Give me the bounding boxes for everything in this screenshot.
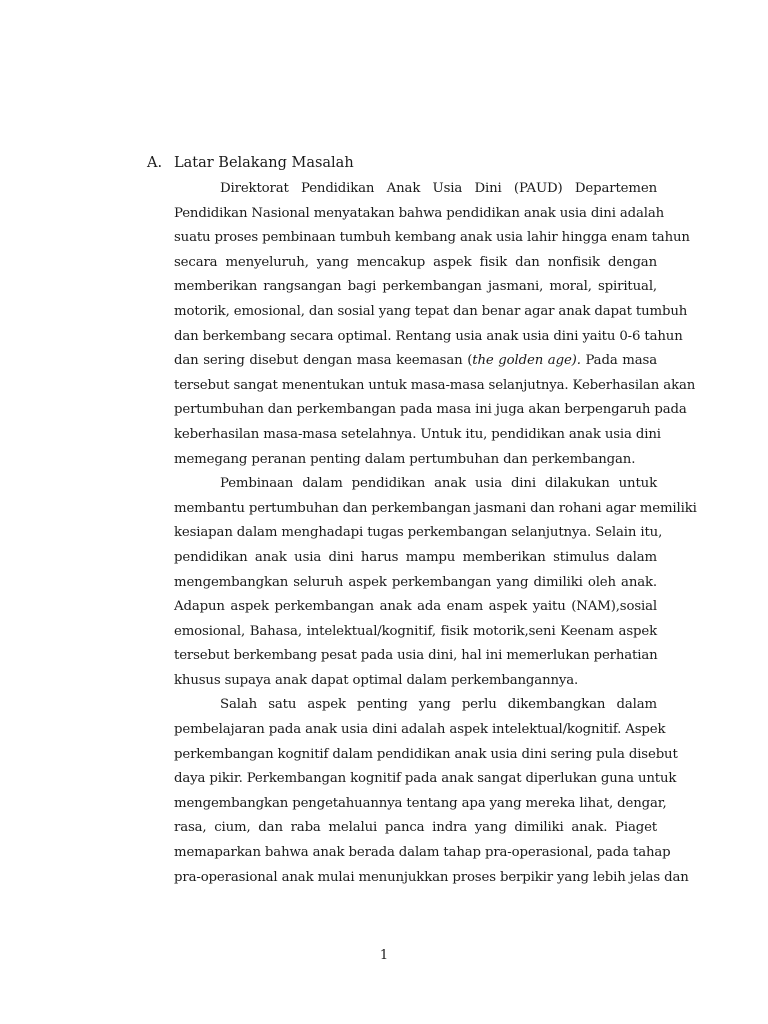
paragraph-2-line: Adapun aspek perkembangan anak ada enam aspek yaitu (NAM),sosial [174,599,657,615]
paragraph-2-line: kesiapan dalam menghadapi tugas perkembangan selanjutnya. Selain itu, [174,525,663,541]
italic-phrase: the golden age). [472,353,581,369]
paragraph-2-line: membantu pertumbuhan dan perkembangan jasmani dan rohani agar memiliki [174,500,697,516]
section-heading [147,153,354,173]
paragraph-1-line: tersebut sangat menentukan untuk masa-masa selanjutnya. Keberhasilan akan [174,377,696,393]
paragraph-1-line: Direktorat Pendidikan Anak Usia Dini (PAUD) Departemen [220,181,657,196]
paragraph-3-line: mengembangkan pengetahuannya tentang apa yang mereka lihat, dengar, [174,795,667,811]
paragraph-1-line: secara menyeluruh, yang mencakup aspek fisik dan nonfisik dengan [174,254,657,270]
paragraph-2-line: khusus supaya anak dapat optimal dalam perkembangannya. [174,672,579,688]
paragraph-2-line: Pembinaan dalam pendidikan anak usia dini dilakukan untuk [220,476,657,492]
paragraph-2-line: mengembangkan seluruh aspek perkembangan yang dimiliki oleh anak. [174,574,657,590]
paragraph-1-line: pertumbuhan dan perkembangan pada masa ini juga akan berpengaruh pada [174,402,687,418]
paragraph-2-line: pendidikan anak usia dini harus mampu memberikan stimulus dalam [174,549,657,565]
line-text-after-italic: Pada masa [580,353,657,369]
page-number: 1 [379,948,389,963]
body-text [174,177,697,890]
section-number: A. [147,155,163,171]
section-title: Latar Belakang Masalah [174,155,354,171]
paragraph-1-line: memberikan rangsangan bagi perkembangan jasmani, moral, spiritual, [174,279,657,295]
paragraph-3-line: daya pikir. Perkembangan kognitif pada anak sangat diperlukan guna untuk [174,771,677,787]
paragraph-1-line: keberhasilan masa-masa setelahnya. Untuk itu, pendidikan anak usia dini [174,426,661,442]
paragraph-2-line: tersebut berkembang pesat pada usia dini, hal ini memerlukan perhatian [174,648,658,664]
paragraph-3-line: Salah satu aspek penting yang perlu dikembangkan dalam [220,697,657,713]
paragraph-1-line: suatu proses pembinaan tumbuh kembang anak usia lahir hingga enam tahun [174,230,690,246]
paragraph-3-line: perkembangan kognitif dalam pendidikan anak usia dini sering pula disebut [174,746,678,762]
paragraph-3-line: memaparkan bahwa anak berada dalam tahap pra-operasional, pada tahap [174,845,671,861]
line-text-before-italic: dan sering disebut dengan masa keemasan ( [174,353,473,369]
paragraph-3-line: rasa, cium, dan raba melalui panca indra yang dimiliki anak. Piaget [174,820,657,836]
paragraph-1-line: memegang peranan penting dalam pertumbuhan dan perkembangan. [174,451,636,467]
paragraph-2-line: emosional, Bahasa, intelektual/kognitif, fisik motorik,seni Keenam aspek [174,623,657,639]
paragraph-3-line: pra-operasional anak mulai menunjukkan proses berpikir yang lebih jelas dan [174,869,689,885]
paragraph-1-line-with-italic [174,349,657,374]
paragraph-1-line: motorik, emosional, dan sosial yang tepat dan benar agar anak dapat tumbuh [174,303,688,319]
paragraph-1-line: Pendidikan Nasional menyatakan bahwa pendidikan anak usia dini adalah [174,205,665,221]
paragraph-3-line: pembelajaran pada anak usia dini adalah aspek intelektual/kognitif. Aspek [174,722,666,738]
paragraph-1-line: dan berkembang secara optimal. Rentang usia anak usia dini yaitu 0-6 tahun [174,328,683,344]
